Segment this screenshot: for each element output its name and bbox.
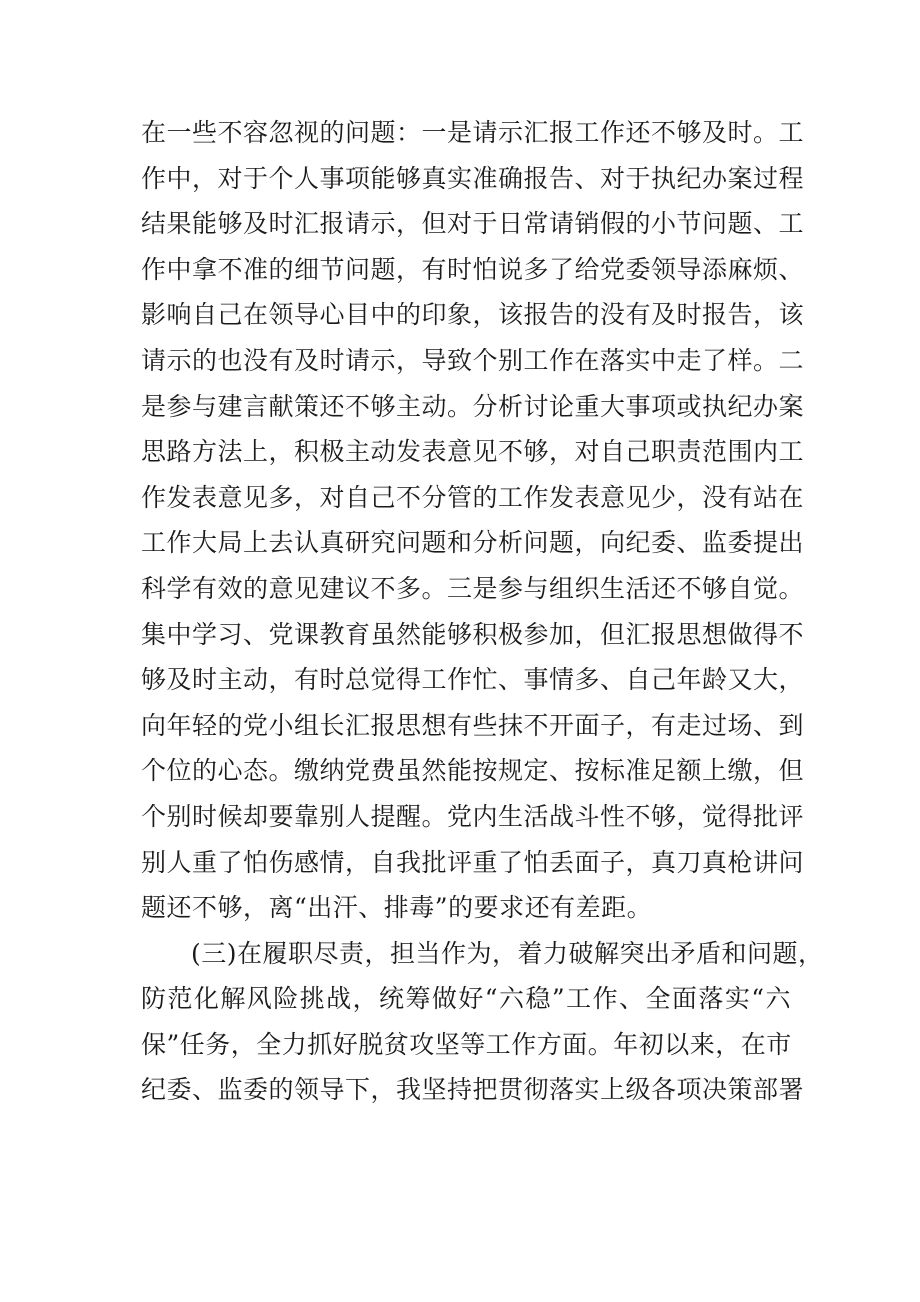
text-line: 个别时候却要靠别人提醒。党内生活战斗性不够，觉得批评 <box>141 801 805 831</box>
text-line: 够及时主动，有时总觉得工作忙、事情多、自己年龄又大， <box>141 665 805 695</box>
text-line: 在一些不容忽视的问题：一是请示汇报工作还不够及时。工 <box>141 118 805 147</box>
text-line: 结果能够及时汇报请示，但对于日常请销假的小节问题、工 <box>141 209 805 239</box>
text-line: 思路方法上，积极主动发表意见不够，对自己职责范围内工 <box>141 437 805 467</box>
text-line: 科学有效的意见建议不多。三是参与组织生活还不够自觉。 <box>141 573 805 603</box>
text-line: 保”任务，全力抓好脱贫攻坚等工作方面。年初以来，在市 <box>141 1029 792 1059</box>
document-body <box>141 110 824 1113</box>
text-line: 别人重了怕伤感情，自我批评重了怕丢面子，真刀真枪讲问 <box>141 847 805 877</box>
text-line: 纪委、监委的领导下，我坚持把贯彻落实上级各项决策部署 <box>141 1075 805 1105</box>
text-line: 作中，对于个人事项能够真实准确报告、对于执纪办案过程 <box>141 163 805 193</box>
section-heading-line: (三)在履职尽责，担当作为，着力破解突出矛盾和问题， <box>191 938 824 968</box>
text-line: 请示的也没有及时请示，导致个别工作在落实中走了样。二 <box>141 345 805 375</box>
text-line: 个位的心态。缴纳党费虽然能按规定、按标准足额上缴，但 <box>141 756 805 786</box>
text-line: 工作大局上去认真研究问题和分析问题，向纪委、监委提出 <box>141 528 805 558</box>
paragraph-end-line: 题还不够，离“出汗、排毒”的要求还有差距。 <box>141 893 653 923</box>
text-line: 防范化解风险挑战，统筹做好“六稳”工作、全面落实“六 <box>141 984 791 1014</box>
text-line: 作发表意见多，对自己不分管的工作发表意见少，没有站在 <box>141 482 805 512</box>
text-line: 向年轻的党小组长汇报思想有些抹不开面子，有走过场、到 <box>141 710 805 740</box>
text-line: 作中拿不准的细节问题，有时怕说多了给党委领导添麻烦、 <box>141 254 805 284</box>
text-line: 是参与建言献策还不够主动。分析讨论重大事项或执纪办案 <box>141 391 805 421</box>
text-line: 影响自己在领导心目中的印象，该报告的没有及时报告，该 <box>141 300 805 330</box>
text-line: 集中学习、党课教育虽然能够积极参加，但汇报思想做得不 <box>141 619 805 649</box>
